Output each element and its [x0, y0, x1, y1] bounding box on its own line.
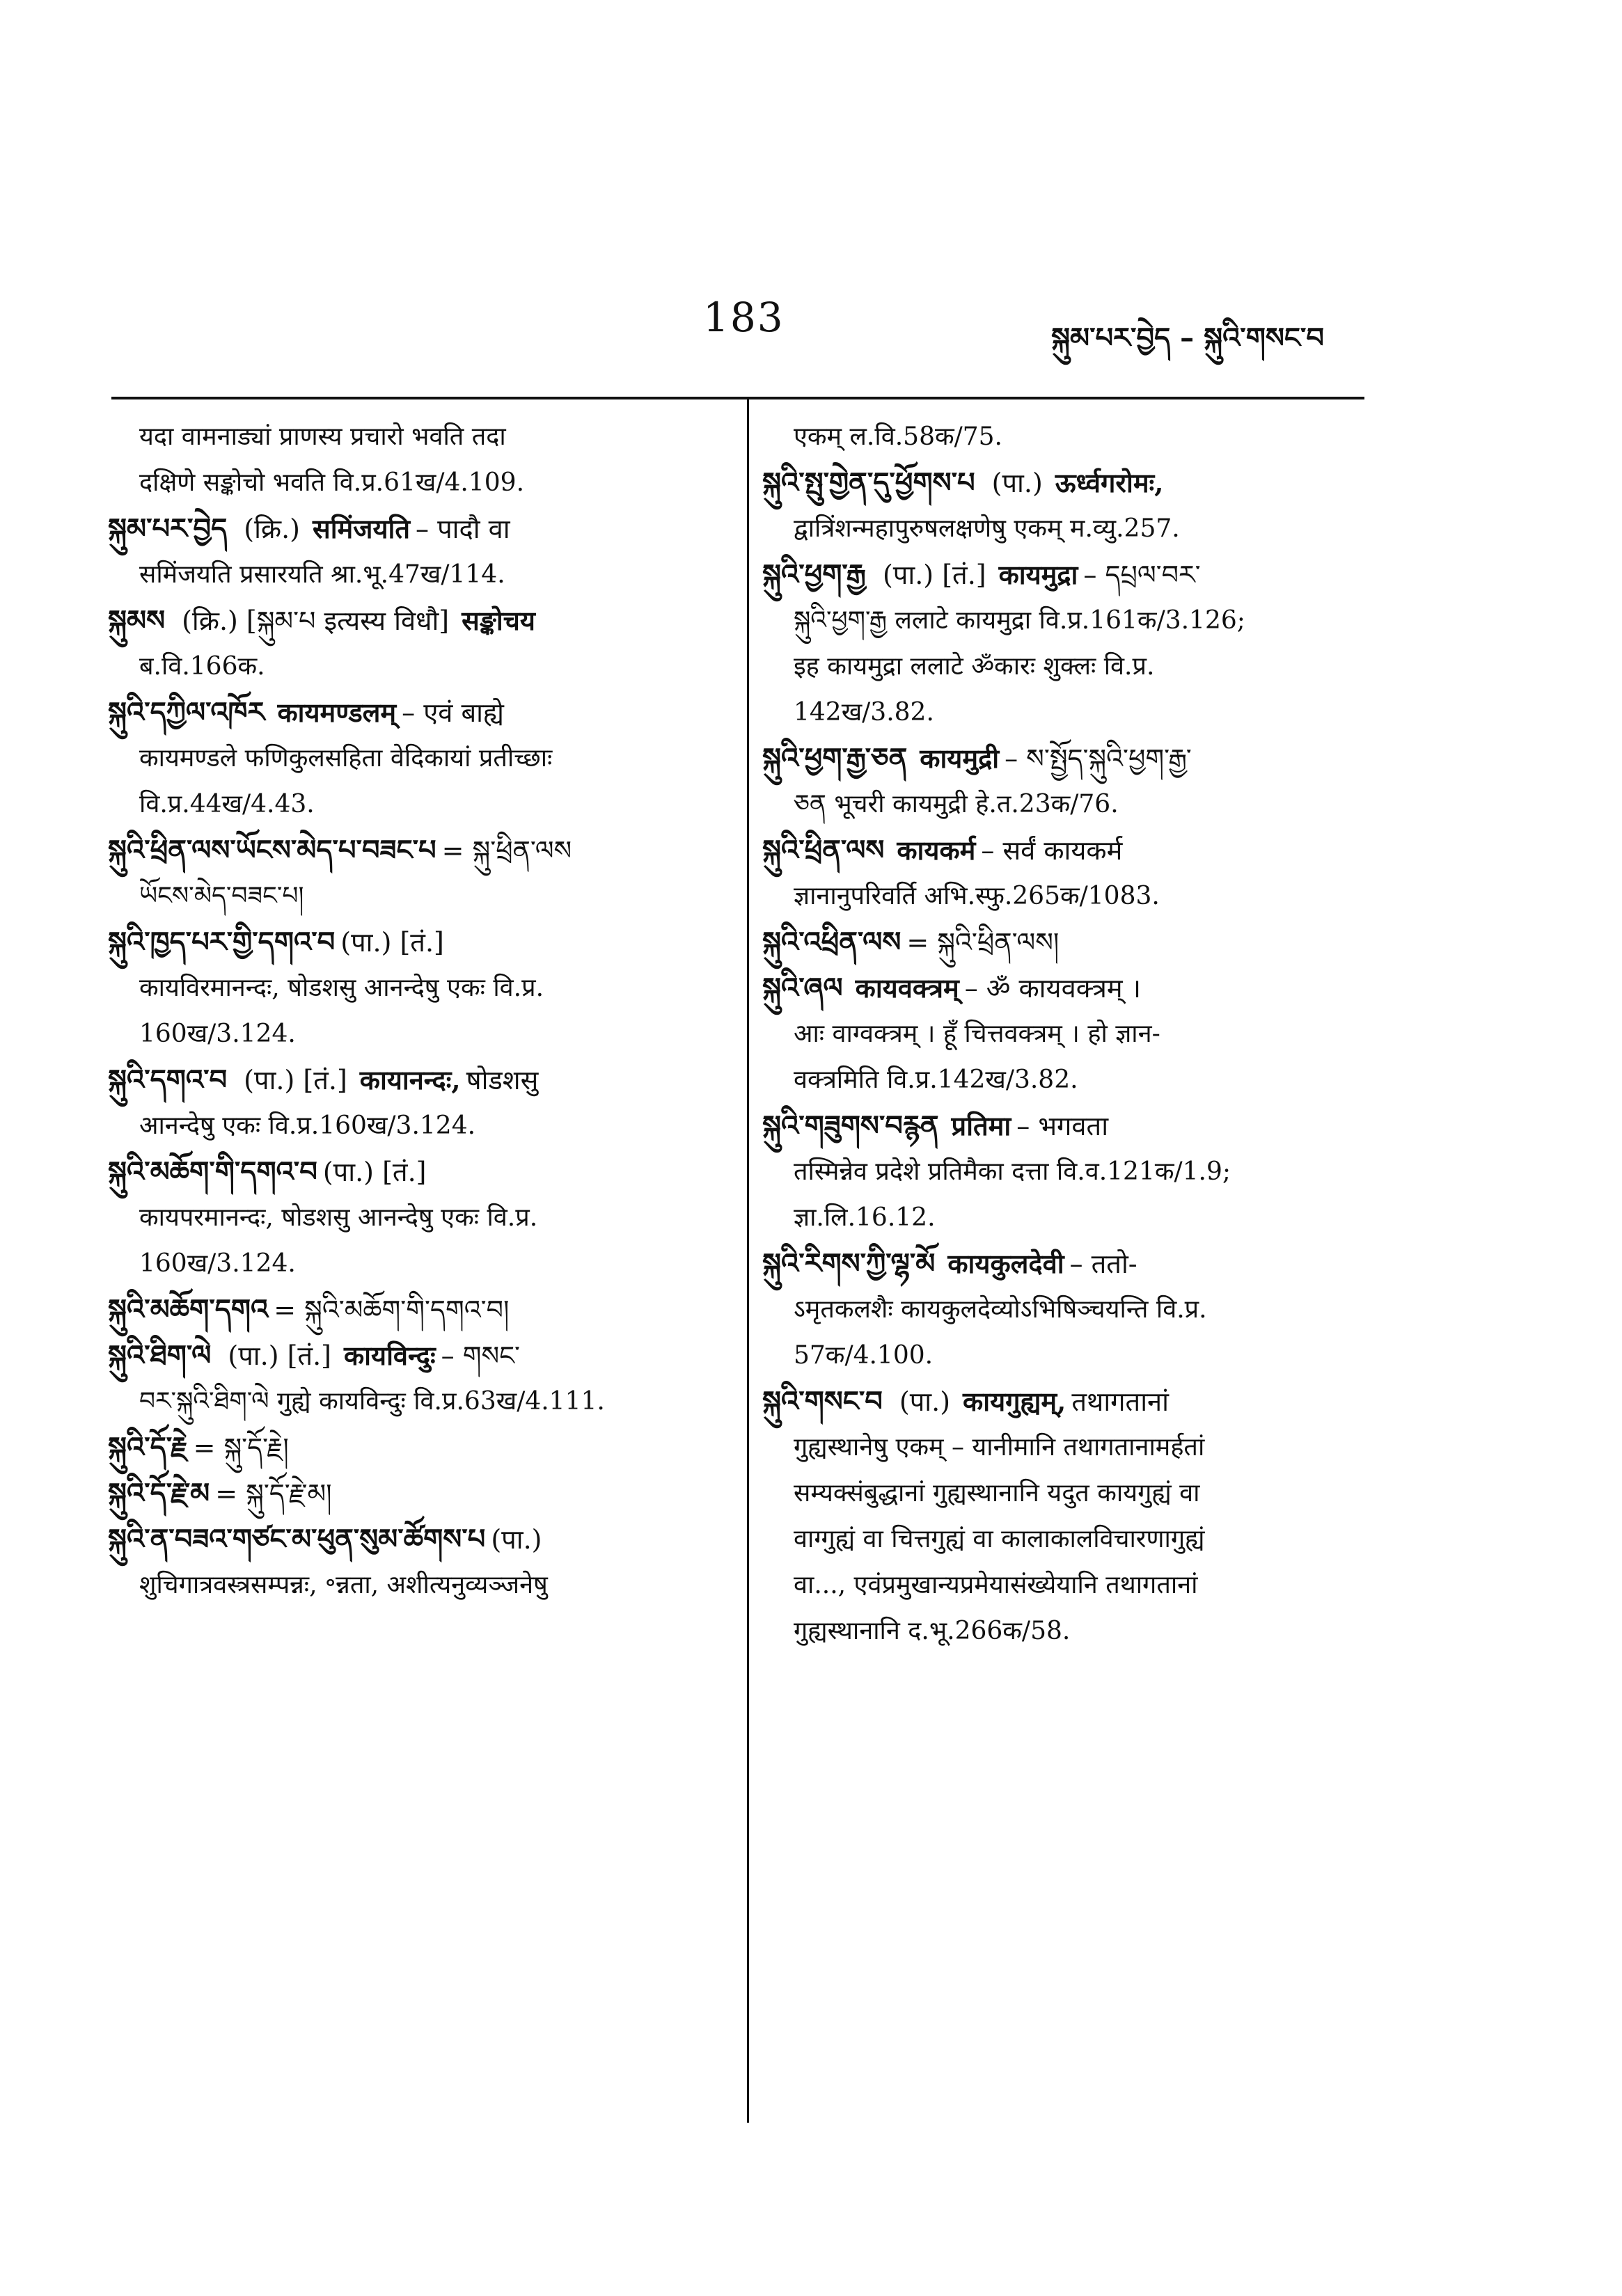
tibetan-headword: སྐུའི་མཆོག་གི་དགའ་བ [108, 1155, 317, 1188]
tibetan-headword: སྐུའི་རིགས་ཀྱི་ལྷ་མོ [762, 1247, 936, 1280]
tibetan-headword: སྐུའི་ཐིག་ལེ [108, 1339, 212, 1372]
entry-continuation: एकम् ल.वि.58क/75. [794, 422, 1002, 451]
entry-continuation: समिंजयति प्रसारयति श्रा.भू.47ख/114. [139, 560, 505, 589]
grammar-label: (क्रि.) [244, 514, 301, 544]
sanskrit-equivalent: समिंजयति [313, 513, 411, 544]
entry-remainder: – सर्वं कायकर्म [981, 835, 1123, 866]
tibetan-headword: སྐུའི་མཆོག་དགའ [108, 1293, 269, 1326]
tibetan-headword: སྐུའི་འཕྲིན་ལས [762, 926, 901, 958]
tibetan-headword: སྐུའི་ཕྲིན་ལས [762, 834, 885, 866]
entry-head [108, 1471, 714, 1517]
entry-continuation: कायविरमानन्दः, षोडशसु आनन्देषु एकः वि.प्र. [139, 974, 544, 1002]
entry-remainder: – भगवता [1016, 1111, 1109, 1141]
entry-continuation: 142ख/3.82. [794, 698, 934, 727]
entry-head [108, 506, 714, 552]
tibetan-headword: སྐུའི་ཞལ [762, 972, 843, 1004]
entry-continuation: आः वाग्वक्त्रम् । हूँ चित्तवक्त्रम् । हो ज्ञान- [794, 1020, 1160, 1048]
sanskrit-equivalent: कायगुह्यम्, [963, 1386, 1066, 1417]
entry-remainder: – एवं बाह्ये [402, 697, 504, 728]
entry-head [762, 828, 1361, 873]
entry-remainder: = སྐུ་དོ་རྗེ། [193, 1432, 289, 1463]
tibetan-headword: སྐུམས [108, 604, 166, 637]
entry-continuation: བར་སྐུའི་ཐིག་ལེ गुह्ये कायविन्दुः वि.प्र.63ख/4.111. [139, 1387, 605, 1416]
entry-continuation: 160ख/3.124. [139, 1249, 296, 1278]
entry-continuation: सम्यक्संबुद्धानां गुह्यस्थानानि यदुत कायगुह्यं वा [794, 1479, 1200, 1507]
entry-head [762, 965, 1361, 1011]
entry-continuation: वक्त्रमिति वि.प्र.142ख/3.82. [794, 1066, 1078, 1094]
entry-continuation: दक्षिणे सङ्कोचो भवति वि.प्र.61ख/4.109. [139, 468, 525, 497]
right-column [762, 414, 1361, 1654]
tibetan-headword: སྐུའི་དོ་རྗེ་མ [108, 1477, 210, 1510]
entry-continuation: वा..., एवंप्रमुखान्यप्रमेयासंख्येयानि तथागतानां [794, 1571, 1198, 1599]
entry-head [108, 1149, 714, 1195]
entry-head [762, 552, 1361, 598]
tibetan-headword: སྐུའི་ན་བཟའ་གཙང་མ་ཕུན་སུམ་ཚོགས་པ [108, 1523, 486, 1555]
entry-continuation: शुचिगात्रवस्त्रसम्पन्नः, ॰न्नता, अशीत्यनुव्यञ्जनेषु [139, 1571, 548, 1599]
sanskrit-equivalent: सङ्कोचय [462, 605, 535, 636]
entry-continuation: ब.वि.166क. [139, 652, 265, 681]
entry-head [762, 460, 1361, 506]
grammar-label: (क्रि.) [སྐུམ་པ इत्यस्य विधौ] [182, 605, 450, 636]
sanskrit-equivalent: कायमुद्री [920, 743, 1000, 774]
entry-remainder: = སྐུའི་ཕྲིན་ལས། [906, 927, 1060, 958]
sanskrit-equivalent: कायानन्दः, [359, 1064, 461, 1095]
entry-remainder: (पा.) [491, 1524, 542, 1555]
sanskrit-equivalent: प्रतिमा [951, 1110, 1011, 1141]
grammar-label: (पा.) [तं.] [882, 560, 986, 590]
entry-continuation: वि.प्र.44ख/4.43. [139, 790, 315, 818]
entry-remainder: – ततो- [1069, 1249, 1137, 1279]
entry-continuation: आनन्देषु एकः वि.प्र.160ख/3.124. [139, 1111, 476, 1140]
sanskrit-equivalent: ऊर्ध्वगरोमः, [1055, 467, 1164, 498]
entry-continuation: इह कायमुद्रा ललाटे ॐकारः शुक्लः वि.प्र. [794, 652, 1155, 681]
sanskrit-equivalent: कायमुद्रा [998, 559, 1078, 590]
entry-continuation: तस्मिन्नेव प्रदेशे प्रतिमैका दत्ता वि.व.121क/1.9; [794, 1157, 1231, 1186]
entry-head [108, 690, 714, 736]
tibetan-headword: སྐུམ་པར་བྱེད [108, 512, 228, 545]
entry-continuation: कायपरमानन्दः, षोडशसु आनन्देषु एकः वि.प्र. [139, 1203, 538, 1232]
entry-head [108, 598, 714, 644]
entry-remainder: = སྐུའི་མཆོག་གི་དགའ་བ། [274, 1295, 510, 1325]
sanskrit-equivalent: कायवक्त्रम् [855, 972, 959, 1004]
entry-continuation: गुह्यस्थानेषु एकम् – यानीमानि तथागतानामर्हतां [794, 1433, 1205, 1462]
entry-remainder: – ས་སྤྱོད་སྐུའི་ཕྱག་རྒྱ་ [1005, 743, 1192, 774]
entry-continuation: ཡོངས་མེད་བཟང་པ། [139, 882, 304, 910]
entry-continuation: ज्ञा.लि.16.12. [794, 1203, 936, 1232]
tibetan-headword: སྐུའི་ཕྲིན་ལས་ཡོངས་མེད་པ་བཟང་པ [108, 834, 436, 866]
entry-remainder: = སྐུ་ཕྲིན་ལས [441, 835, 572, 866]
tibetan-headword: སྐུའི་ཕྱག་རྒྱ་ཅན [762, 742, 908, 775]
tibetan-headword: སྐུའི་གསང་བ [762, 1385, 883, 1418]
entry-remainder: (पा.) [तं.] [322, 1157, 427, 1187]
tibetan-headword: སྐུའི་དགའ་བ [108, 1063, 228, 1096]
entry-head [762, 1103, 1361, 1149]
entry-remainder: तथागतानां [1071, 1386, 1169, 1417]
entry-head [108, 1517, 714, 1562]
grammar-label: (पा.) [991, 468, 1043, 498]
entry-remainder: षोडशसु [466, 1065, 539, 1095]
entry-head [762, 919, 1361, 965]
header-rule [111, 397, 1364, 399]
entry-head [108, 1057, 714, 1103]
tibetan-headword: སྐུའི་ཁྱད་པར་གྱི་དགའ་བ [108, 926, 336, 958]
sanskrit-equivalent: कायमण्डलम् [277, 697, 397, 728]
sanskrit-equivalent: कायविन्दुः [344, 1340, 436, 1371]
entry-continuation: ऽमृतकलशैः कायकुलदेव्योऽभिषिञ्चयन्ति वि.प्र. [794, 1295, 1207, 1324]
entry-remainder: – पादौ वा [416, 514, 510, 544]
entry-head [108, 1287, 714, 1333]
entry-remainder: = སྐུ་དོ་རྗེ་མ། [215, 1478, 332, 1509]
entry-continuation: कायमण्डले फणिकुलसहिता वेदिकायां प्रतीच्छाः [139, 744, 553, 773]
entry-continuation: ज्ञानानुपरिवर्ति अभि.स्फु.265क/1083. [794, 882, 1160, 910]
grammar-label: (पा.) [899, 1386, 951, 1417]
entry-remainder: (पा.) [तं.] [340, 927, 444, 958]
tibetan-headword: སྐུའི་ཕྱག་རྒྱ [762, 558, 866, 591]
entry-continuation: गुह्यस्थानानि द.भू.266क/58. [794, 1617, 1071, 1645]
entry-continuation: ཅན भूचरी कायमुद्री हे.त.23क/76. [794, 790, 1119, 818]
sanskrit-equivalent: कायकुलदेवी [947, 1248, 1064, 1279]
entry-remainder: – གསང་ [441, 1340, 521, 1371]
entry-remainder: – དཔྲལ་བར་ [1083, 560, 1201, 590]
grammar-label: (पा.) [तं.] [228, 1340, 331, 1371]
entry-continuation: वाग्गुह्यं वा चित्तगुह्यं वा कालाकालविचारणागुह्यं [794, 1525, 1205, 1553]
entry-head [762, 1379, 1361, 1425]
sanskrit-equivalent: कायकर्म [897, 834, 976, 866]
entry-continuation: སྐུའི་ཕྱག་རྒྱ ललाटे कायमुद्रा वि.प्र.161क/3.126; [794, 606, 1245, 635]
entry-head [108, 1333, 714, 1379]
entry-continuation: यदा वामनाड्यां प्राणस्य प्रचारो भवति तदा [139, 422, 506, 451]
entry-continuation: 160ख/3.124. [139, 1020, 296, 1048]
tibetan-headword: སྐུའི་སྤུ་གྱེན་དུ་ཕྱོགས་པ [762, 466, 975, 499]
tibetan-headword: སྐུའི་དོ་རྗེ [108, 1431, 188, 1464]
left-column [108, 414, 714, 1608]
entry-head [108, 828, 714, 873]
tibetan-headword: སྐུའི་གཟུགས་བརྙན [762, 1109, 939, 1142]
entry-continuation: 57क/4.100. [794, 1341, 934, 1370]
entry-remainder: – ॐ कायवक्त्रम् । [964, 973, 1142, 1004]
grammar-label: (पा.) [तं.] [244, 1065, 347, 1095]
entry-head [762, 1241, 1361, 1287]
column-divider [747, 398, 749, 2123]
entry-head [762, 736, 1361, 782]
entry-head [108, 1425, 714, 1471]
running-head: སྐུམ་པར་བྱེད – སྐུའི་གསང་བ [1051, 322, 1324, 354]
tibetan-headword: སྐུའི་དཀྱིལ་འཁོར [108, 696, 265, 729]
entry-head [108, 919, 714, 965]
entry-continuation: द्वात्रिंशन्महापुरुषलक्षणेषु एकम् म.व्यु.257. [794, 514, 1180, 543]
page-number: 183 [703, 294, 785, 341]
